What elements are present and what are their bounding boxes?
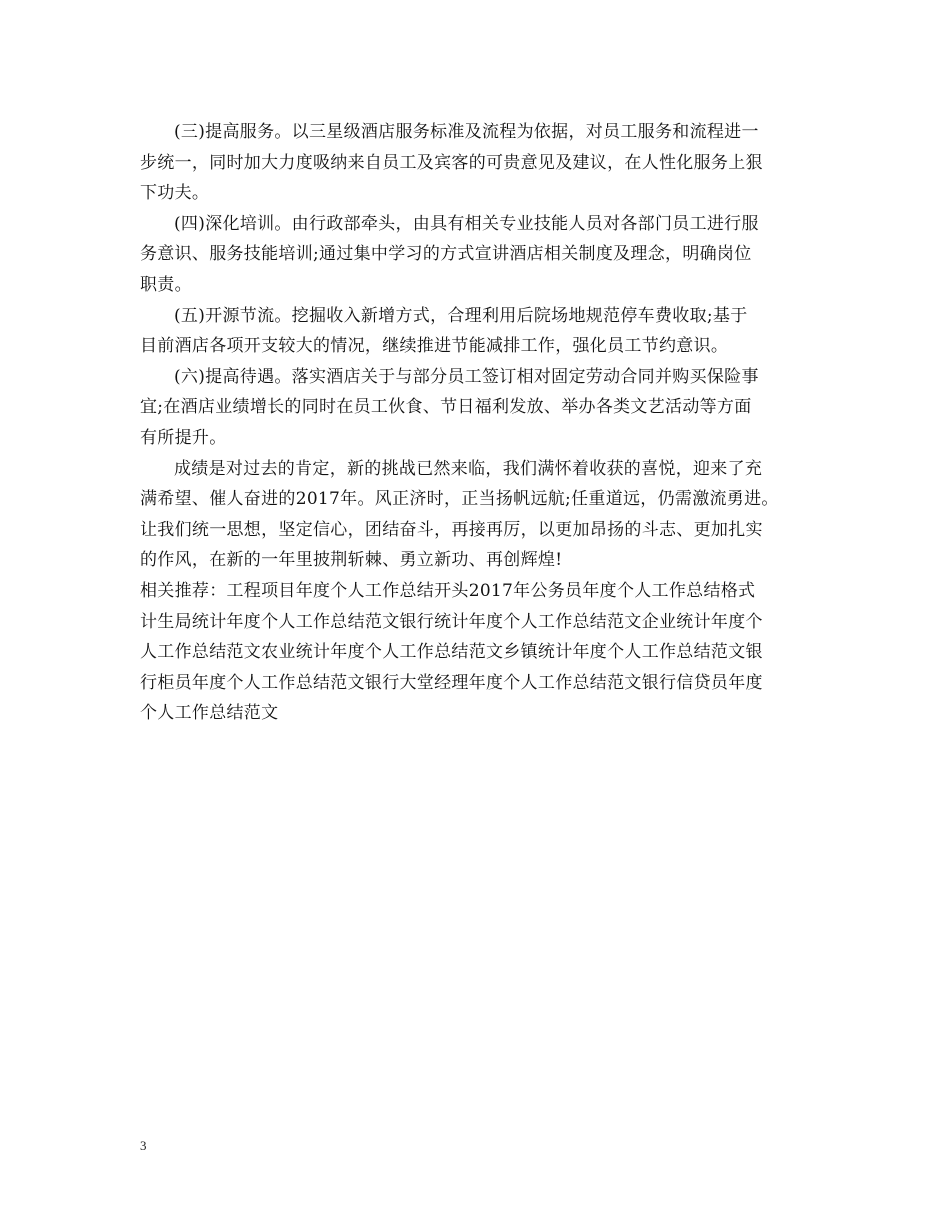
related-line: 人工作总结范文农业统计年度个人工作总结范文乡镇统计年度个人工作总结范文银	[140, 642, 763, 663]
paragraph-improve-service	[140, 117, 830, 209]
paragraph-deepen-training	[140, 209, 830, 301]
related-line: 相关推荐：工程项目年度个人工作总结开头2017年公务员年度个人工作总结格式	[140, 580, 756, 601]
related-recommendations	[140, 576, 830, 729]
paragraph-conclusion	[140, 454, 830, 576]
paragraph-line: 让我们统一思想，坚定信心，团结奋斗，再接再厉，以更加昂扬的斗志、更加扎实	[140, 519, 763, 540]
paragraph-line: (六)提高待遇。落实酒店关于与部分员工签订相对固定劳动合同并购买保险事	[174, 366, 759, 387]
body-text	[140, 117, 830, 729]
paragraph-improve-benefits	[140, 362, 830, 454]
paragraph-line: 下功夫。	[140, 183, 210, 204]
paragraph-line: 职责。	[140, 274, 192, 295]
paragraph-line: 宜;在酒店业绩增长的同时在员工伙食、节日福利发放、举办各类文艺活动等方面	[140, 397, 752, 418]
paragraph-line: (五)开源节流。挖掘收入新增方式，合理利用后院场地规范停车费收取;基于	[174, 305, 748, 326]
paragraph-line: 务意识、服务技能培训;通过集中学习的方式宣讲酒店相关制度及理念，明确岗位	[140, 244, 752, 265]
paragraph-line: 目前酒店各项开支较大的情况，继续推进节能减排工作，强化员工节约意识。	[140, 336, 729, 357]
paragraph-line: 的作风，在新的一年里披荆斩棘、勇立新功、再创辉煌!	[140, 550, 563, 571]
paragraph-line: 成绩是对过去的肯定，新的挑战已然来临，我们满怀着收获的喜悦，迎来了充	[174, 458, 763, 479]
page-number: 3	[140, 1138, 147, 1153]
paragraph-line: (三)提高服务。以三星级酒店服务标准及流程为依据，对员工服务和流程进一	[174, 122, 759, 142]
paragraph-line: 步统一，同时加大力度吸纳来自员工及宾客的可贵意见及建议，在人性化服务上狠	[140, 152, 763, 173]
paragraph-line: 有所提升。	[140, 427, 227, 448]
related-line: 个人工作总结范文	[140, 703, 279, 724]
related-line: 行柜员年度个人工作总结范文银行大堂经理年度个人工作总结范文银行信贷员年度	[140, 672, 763, 693]
paragraph-open-source-save	[140, 301, 830, 362]
paragraph-line: (四)深化培训。由行政部牵头，由具有相关专业技能人员对各部门员工进行服	[174, 213, 759, 234]
related-line: 计生局统计年度个人工作总结范文银行统计年度个人工作总结范文企业统计年度个	[140, 611, 763, 632]
paragraph-line: 满希望、催人奋进的2017年。风正济时，正当扬帆远航;任重道远，仍需激流勇进。	[140, 489, 779, 510]
